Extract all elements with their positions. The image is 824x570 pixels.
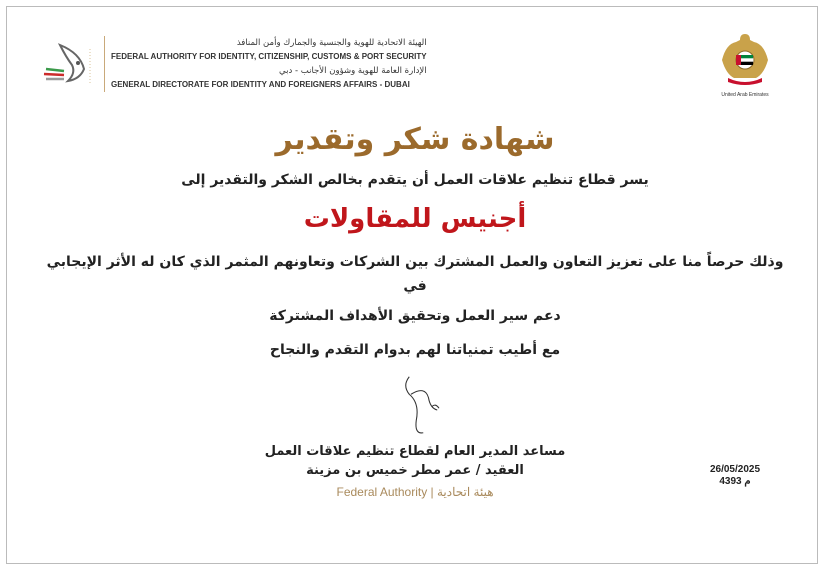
signer-position: مساعد المدير العام لقطاع تنظيم علاقات العمل bbox=[264, 444, 566, 459]
authority-header bbox=[40, 36, 427, 92]
page-header-row bbox=[40, 30, 790, 98]
uae-eagle-emblem-icon bbox=[720, 30, 770, 88]
header-english-1: FEDERAL AUTHORITY FOR IDENTITY, CITIZENSHIP, CUSTOMS & PORT SECURITY bbox=[111, 52, 427, 61]
header-arabic-2: الإدارة العامة للهوية وشؤون الأجانب - دبي bbox=[279, 66, 427, 76]
federal-authority-logo: Federal Authority | هيئة اتحادية bbox=[336, 485, 494, 499]
reference-number: 4393 م bbox=[719, 476, 751, 487]
body-line-1: وذلك حرصاً منا على تعزيز التعاون والعمل المشترك بين الشركات وتعاونهم المثمر الذي كان له الأثر الإيجابي في bbox=[46, 254, 784, 294]
date-reference bbox=[700, 464, 770, 488]
header-arabic-1: الهيئة الاتحادية للهوية والجنسية والجمارك وأمن المنافذ bbox=[236, 38, 427, 48]
certificate-title: شهادة شكر وتقدير bbox=[275, 122, 555, 157]
signer-block bbox=[205, 442, 625, 480]
issue-date: 26/05/2025 bbox=[709, 464, 761, 475]
wishes-line: مع أطيب تمنياتنا لهم بدوام التقدم والنجاح bbox=[269, 342, 561, 358]
signature-area bbox=[40, 368, 790, 518]
signer-name: العقيد / عمر مطر خميس بن مزينة bbox=[306, 463, 524, 478]
falcon-logo-icon bbox=[40, 39, 98, 89]
uae-emblem bbox=[710, 30, 780, 98]
certificate-intro: يسر قطاع تنظيم علاقات العمل أن يتقدم بخالص الشكر والتقدير إلى bbox=[181, 172, 649, 188]
signature-icon bbox=[395, 368, 455, 438]
body-line-2: دعم سير العمل وتحقيق الأهداف المشتركة bbox=[269, 308, 561, 324]
certificate-body bbox=[40, 120, 790, 362]
header-english-2: GENERAL DIRECTORATE FOR IDENTITY AND FOREIGNERS AFFAIRS - DUBAI bbox=[111, 80, 410, 89]
emblem-caption: United Arab Emirates bbox=[721, 92, 769, 98]
recipient-name: أجنيس للمقاولات bbox=[303, 204, 527, 234]
